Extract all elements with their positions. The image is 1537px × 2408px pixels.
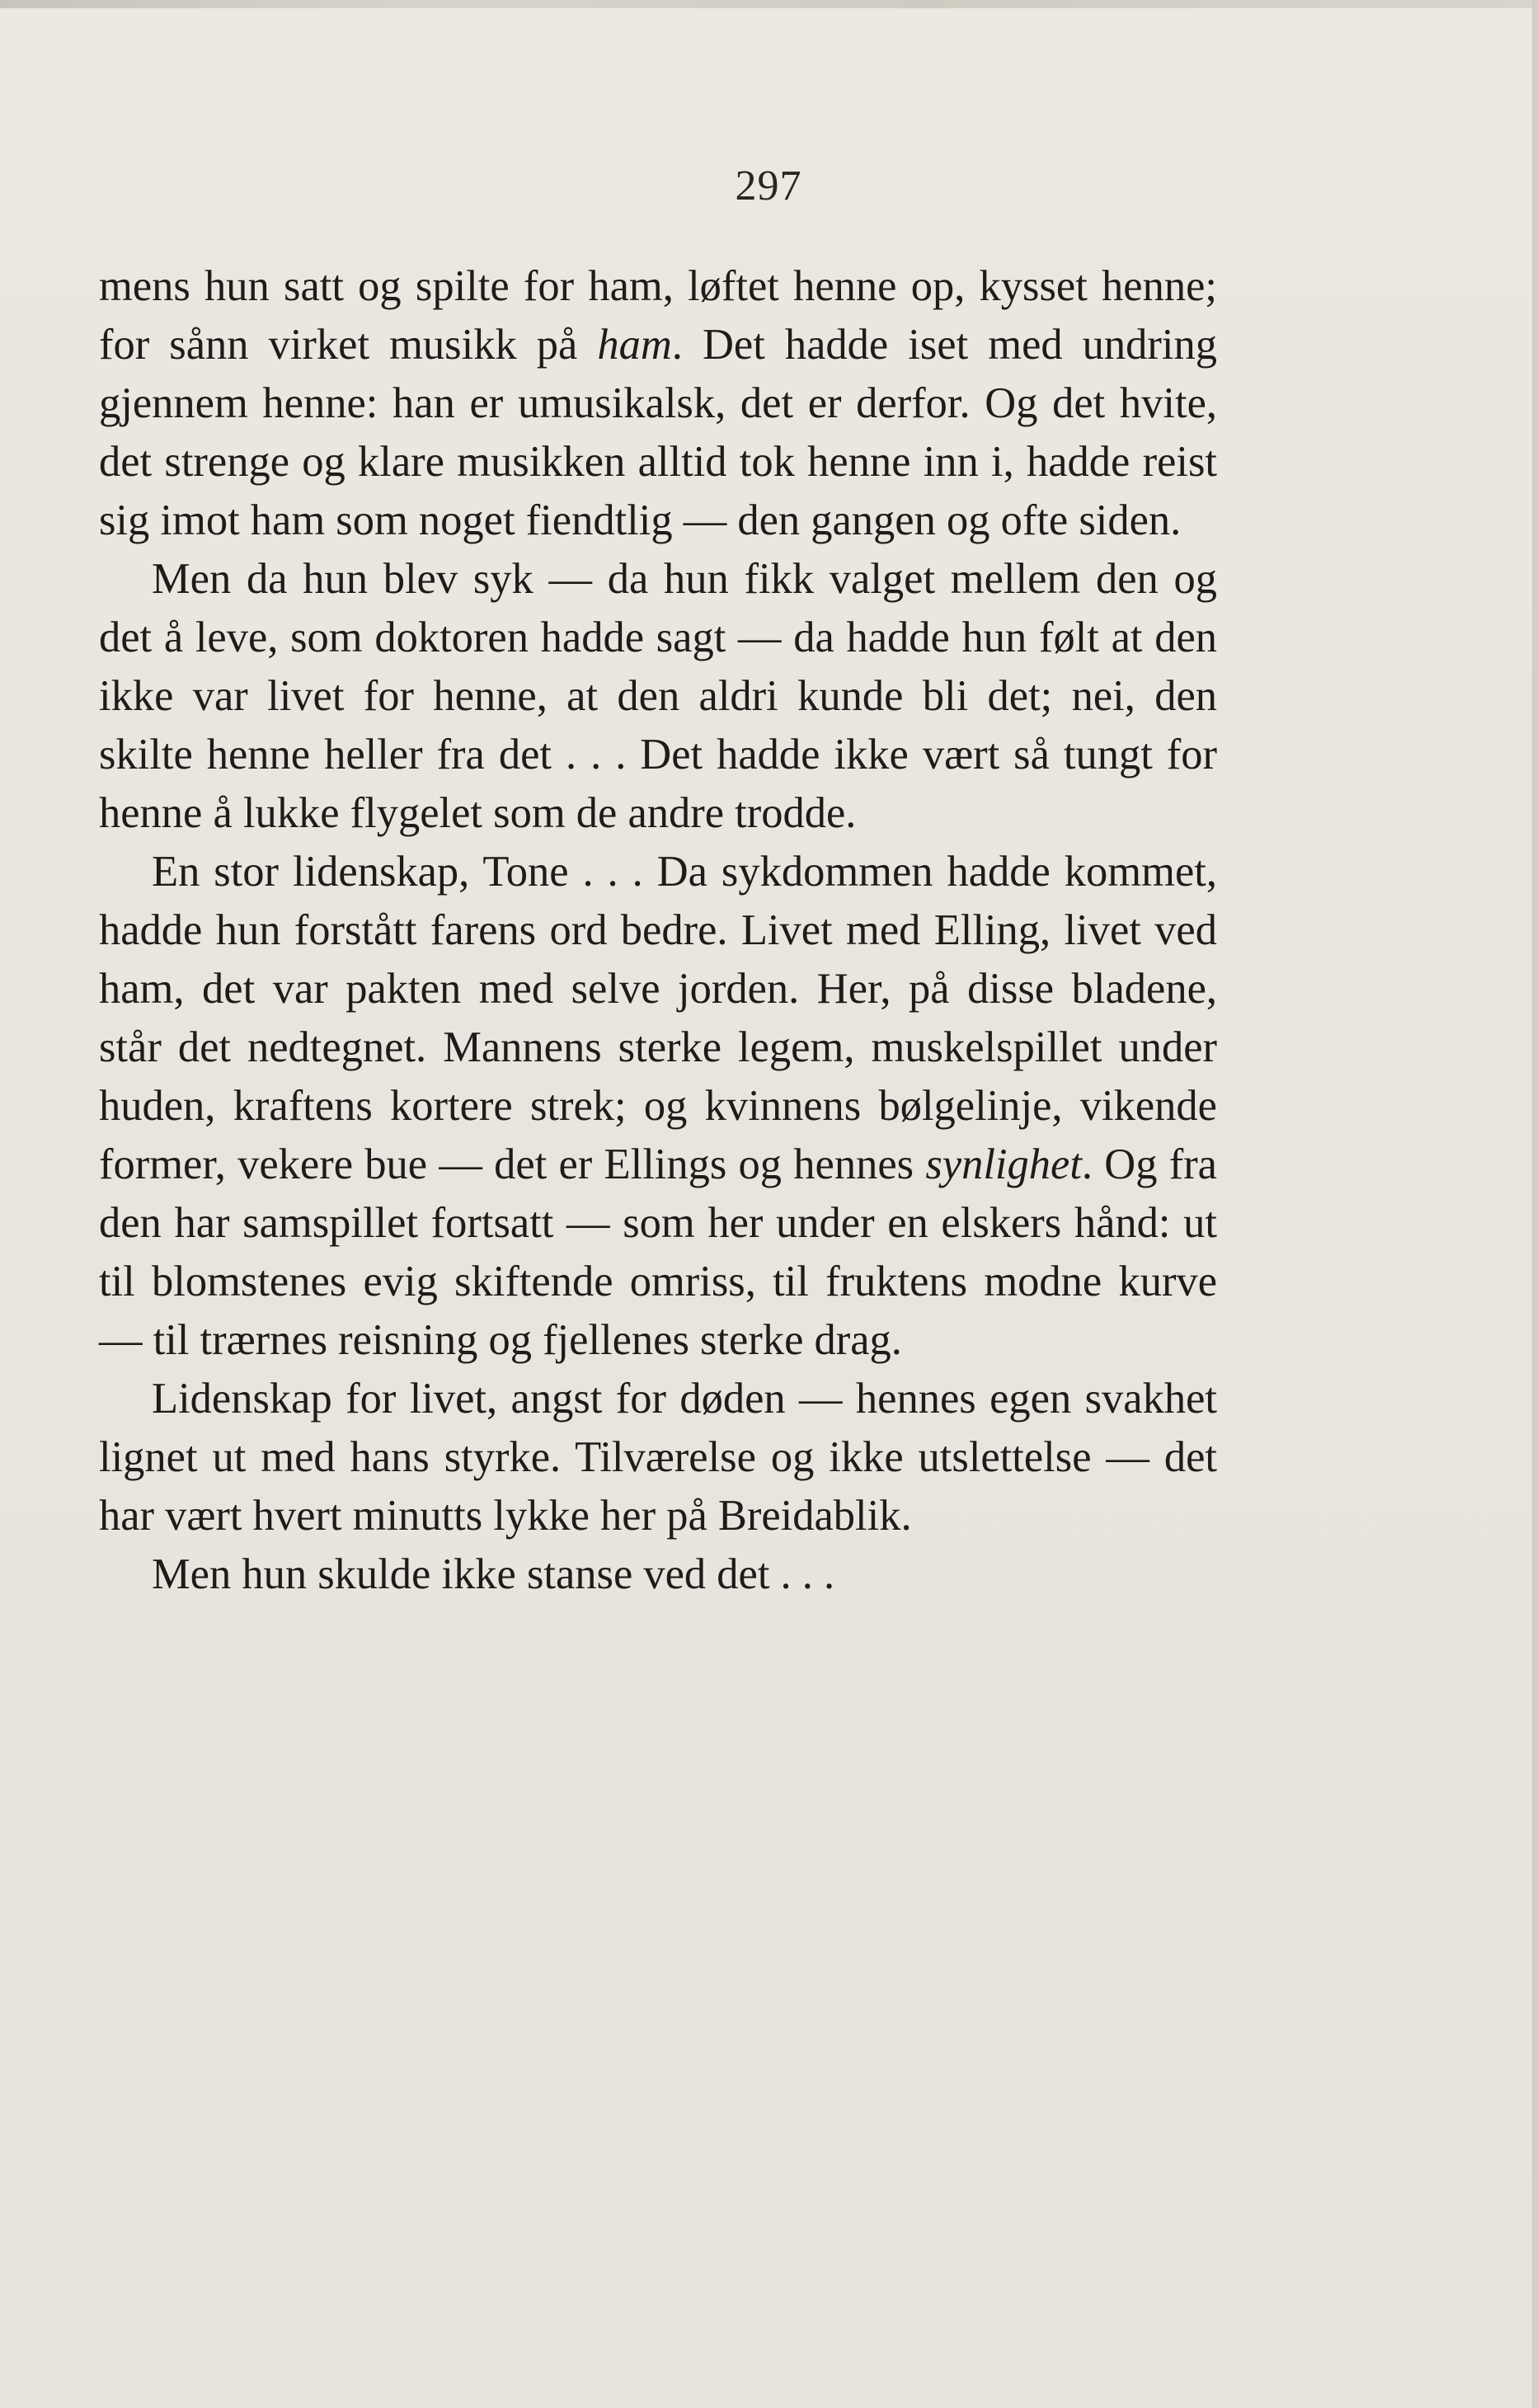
- paragraph-1-part-1: mens hun satt og spilte for ham, løftet henne op, kysset henne; for sånn virket musikk på: [99, 262, 1217, 369]
- paragraph-1-emphasis: ham: [597, 321, 672, 369]
- paragraph-1-part-3: . Det hadde iset med undring gjennem henne: han er umusikalsk, det er derfor. Og det hvite, det strenge og klare musikken alltid tok henne inn i, hadde reist sig imot ham som noget fiendtlig — den gangen og ofte siden.: [99, 321, 1217, 544]
- paragraph-3: [99, 843, 1217, 1370]
- paragraph-1: [99, 257, 1217, 550]
- scan-right-edge: [1532, 0, 1537, 2408]
- paragraph-3-part-3: . Og fra den har samspillet fortsatt — som her under en elskers hånd: ut til blomstenes evig skiftende omriss, til fruktens modne kurve — til trærnes reisning og fjellenes sterke drag.: [99, 1141, 1217, 1364]
- page-number: 297: [735, 162, 802, 209]
- paragraph-5: Men hun skulde ikke stanse ved det . . .: [152, 1550, 835, 1598]
- scan-top-edge: [0, 0, 1537, 8]
- paragraph-4: Lidenskap for livet, angst for døden — hennes egen svakhet lignet ut med hans styrke. Tilværelse og ikke utslettelse — det har vært hvert minutts lykke her på Breidablik.: [99, 1375, 1217, 1540]
- paragraph-3-emphasis: synlighet: [925, 1141, 1082, 1188]
- paragraph-2: Men da hun blev syk — da hun fikk valget mellem den og det å leve, som doktoren hadde sagt — da hadde hun følt at den ikke var livet for henne, at den aldri kunde bli det; nei, den skilte henne heller fra det . . . Det hadde ikke vært så tungt for henne å lukke flygelet som de andre trodde.: [99, 555, 1217, 837]
- paragraph-3-part-1: En stor lidenskap, Tone . . . Da sykdommen hadde kommet, hadde hun forstått farens ord bedre. Livet med Elling, livet ved ham, det var pakten med selve jorden. Her, på disse bladene, står det nedtegnet. Mannens sterke legem, muskelspillet under huden, kraftens kortere strek; og kvinnens bølgelinje, vikende former, vekere bue — det er Ellings og hennes: [99, 848, 1217, 1188]
- body-text: [99, 257, 1217, 1604]
